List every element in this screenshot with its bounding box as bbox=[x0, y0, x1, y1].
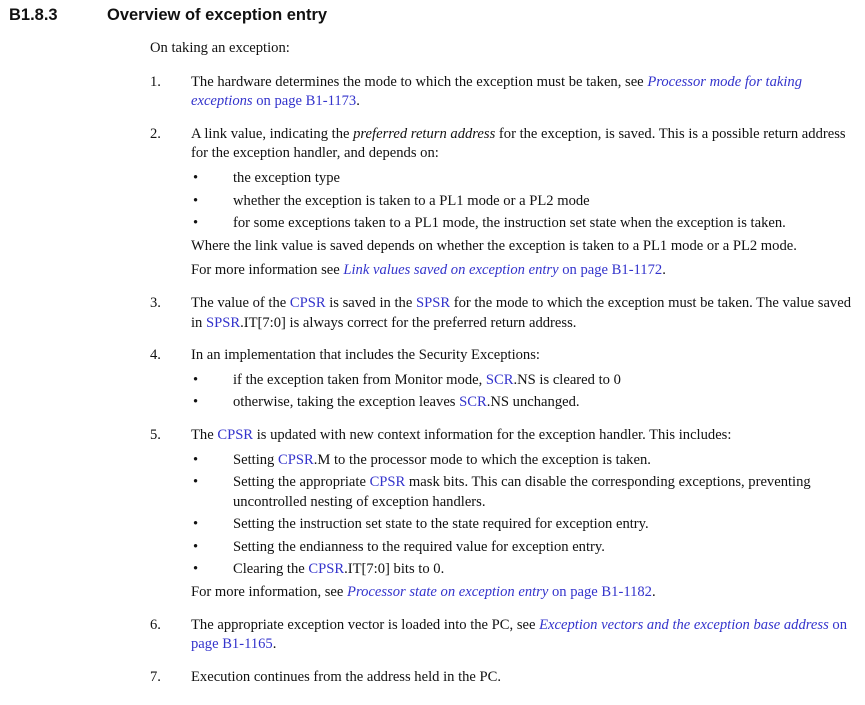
item-number: 4. bbox=[150, 347, 161, 364]
section-body bbox=[150, 39, 862, 700]
paragraph bbox=[191, 73, 862, 112]
bullet-icon: • bbox=[193, 451, 199, 468]
cross-reference-link[interactable]: on page B1-1173 bbox=[252, 93, 357, 110]
bullet-item bbox=[191, 560, 862, 580]
text-run: otherwise, taking the exception leaves bbox=[233, 394, 460, 411]
text-run: Setting the endianness to the required value for exception entry. bbox=[233, 538, 605, 555]
bullet-item bbox=[191, 515, 862, 535]
bullet-item bbox=[191, 214, 862, 234]
text-run: The value of the bbox=[191, 294, 290, 311]
paragraph bbox=[191, 125, 862, 164]
text-run: .IT[7:0] bits to 0. bbox=[344, 561, 445, 578]
text-run: .IT[7:0] is always correct for the preferred return address. bbox=[240, 314, 577, 331]
text-run: mask bits. This can disable the corresponding exceptions, preventing uncontrolled nesting of exception handlers. bbox=[233, 474, 811, 510]
text-run: A link value, indicating the bbox=[191, 125, 354, 142]
text-run: Setting the appropriate bbox=[233, 474, 370, 491]
text-run: .M to the processor mode to which the exception is taken. bbox=[313, 451, 651, 468]
text-run: . bbox=[356, 93, 360, 110]
paragraph bbox=[191, 583, 862, 603]
cross-reference-link[interactable]: on page B1-1165 bbox=[191, 616, 847, 653]
text-run: The hardware determines the mode to which the exception must be taken, see bbox=[191, 73, 648, 90]
item-number: 2. bbox=[150, 125, 161, 142]
text-run: .NS unchanged. bbox=[486, 394, 580, 411]
list-item bbox=[150, 616, 862, 655]
text-run: Setting bbox=[233, 451, 278, 468]
register-link[interactable]: CPSR bbox=[217, 426, 254, 443]
paragraph bbox=[191, 294, 862, 333]
text-run: for the mode to which the exception must be taken. The value saved in bbox=[191, 294, 851, 331]
text-run: the exception type bbox=[233, 169, 340, 186]
paragraph bbox=[191, 237, 862, 257]
bullet-item bbox=[191, 371, 862, 391]
bullet-item bbox=[191, 169, 862, 189]
cross-reference-link[interactable]: Exception vectors and the exception base address bbox=[539, 616, 829, 633]
register-link[interactable]: CPSR bbox=[289, 294, 326, 311]
register-link[interactable]: CPSR bbox=[278, 451, 314, 468]
text-run: . bbox=[662, 262, 666, 279]
bullet-item bbox=[191, 451, 862, 471]
register-link[interactable]: CPSR bbox=[369, 474, 406, 491]
register-link[interactable]: SCR bbox=[485, 371, 514, 388]
text-run: for some exceptions taken to a PL1 mode, the instruction set state when the exception is taken. bbox=[233, 215, 786, 232]
text-run: The appropriate exception vector is loaded into the PC, see bbox=[191, 616, 540, 633]
intro-text: On taking an exception: bbox=[150, 40, 290, 56]
section-number: B1.8.3 bbox=[9, 6, 58, 24]
text-run: Setting the instruction set state to the state required for exception entry. bbox=[233, 516, 649, 533]
text-run: Clearing the bbox=[233, 561, 309, 578]
register-link[interactable]: SCR bbox=[459, 394, 487, 411]
list-item bbox=[150, 125, 862, 281]
item-number: 1. bbox=[150, 73, 161, 90]
cross-reference-link[interactable]: Link values saved on exception entry bbox=[343, 262, 559, 279]
text-run: for the exception, is saved. This is a possible return address for the exception handler, and depends on: bbox=[191, 125, 846, 162]
cross-reference-link[interactable]: Processor mode for taking exceptions bbox=[191, 73, 803, 110]
bullet-icon: • bbox=[193, 538, 199, 555]
paragraph bbox=[191, 616, 862, 655]
text-run: if the exception taken from Monitor mode, bbox=[233, 371, 486, 388]
bullet-icon: • bbox=[193, 394, 199, 411]
item-number: 6. bbox=[150, 616, 161, 633]
list-item bbox=[150, 668, 862, 688]
register-link[interactable]: SPSR bbox=[206, 314, 241, 331]
emphasis-text: preferred return address bbox=[353, 125, 496, 142]
list-item bbox=[150, 73, 862, 112]
text-run: is saved in the bbox=[325, 294, 416, 311]
bullet-item bbox=[191, 538, 862, 558]
bullet-item bbox=[191, 192, 862, 212]
text-run: is updated with new context information for the exception handler. This includes: bbox=[253, 426, 732, 443]
register-link[interactable]: SPSR bbox=[415, 294, 451, 311]
bullet-item bbox=[191, 393, 862, 413]
item-number: 3. bbox=[150, 294, 161, 311]
bullet-icon: • bbox=[193, 516, 199, 533]
register-link[interactable]: CPSR bbox=[308, 561, 345, 578]
section-title: Overview of exception entry bbox=[107, 6, 328, 24]
list-item bbox=[150, 346, 862, 413]
cross-reference-link[interactable]: on page B1-1172 bbox=[558, 262, 663, 279]
bullet-icon: • bbox=[193, 215, 199, 232]
text-run: In an implementation that includes the Security Exceptions: bbox=[191, 347, 540, 364]
bullet-icon: • bbox=[193, 192, 199, 209]
text-run: The bbox=[191, 426, 218, 443]
text-run: whether the exception is taken to a PL1 mode or a PL2 mode bbox=[233, 192, 590, 209]
item-number: 5. bbox=[150, 426, 161, 443]
numbered-list bbox=[150, 73, 862, 688]
list-item bbox=[150, 294, 862, 333]
text-run: . bbox=[272, 636, 277, 653]
paragraph bbox=[191, 261, 862, 281]
bullet-icon: • bbox=[193, 561, 199, 578]
cross-reference-link[interactable]: on page B1-1182 bbox=[548, 584, 652, 601]
bullet-icon: • bbox=[193, 474, 199, 491]
bullet-icon: • bbox=[193, 169, 199, 186]
paragraph bbox=[191, 346, 862, 366]
cross-reference-link[interactable]: Processor state on exception entry bbox=[347, 584, 549, 601]
list-item bbox=[150, 426, 862, 603]
item-number: 7. bbox=[150, 668, 161, 685]
text-run: For more information see bbox=[191, 262, 344, 279]
paragraph bbox=[191, 668, 862, 688]
text-run: Where the link value is saved depends on whether the exception is taken to a PL1 mode or a PL2 mode. bbox=[191, 237, 797, 254]
text-run: Execution continues from the address held in the PC. bbox=[191, 668, 502, 685]
paragraph bbox=[191, 426, 862, 446]
text-run: For more information, see bbox=[191, 584, 348, 601]
bullet-icon: • bbox=[193, 371, 199, 388]
text-run: . bbox=[651, 584, 656, 601]
bullet-item bbox=[191, 473, 862, 512]
text-run: .NS is cleared to 0 bbox=[513, 371, 621, 388]
